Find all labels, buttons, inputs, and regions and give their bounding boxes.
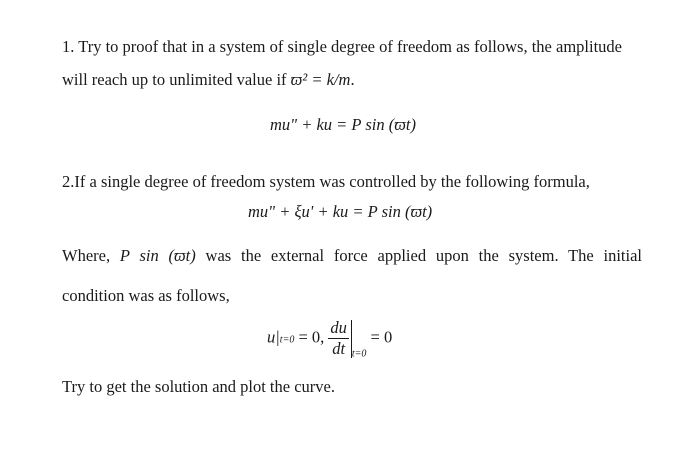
ic-velocity-value: = 0	[370, 327, 393, 347]
ic-displacement-subscript: t=0	[279, 334, 295, 346]
q1-line-1: 1. Try to proof that in a system of single degree of freedom as follows, the amplitude	[62, 37, 622, 56]
q2-where-line	[62, 246, 642, 266]
q2-initial-conditions	[267, 318, 392, 359]
q2-closing-line: Try to get the solution and plot the curve.	[62, 377, 335, 396]
q2-force-expression: P sin (ϖt)	[119, 246, 196, 265]
ic-derivative-fraction	[328, 318, 349, 359]
ic-derivative-numerator: du	[330, 318, 347, 337]
ic-velocity-subscript: t=0	[351, 348, 367, 360]
q2-line-1: 2.If a single degree of freedom system was controlled by the following formula,	[62, 172, 590, 191]
q1-equation: mu" + ku = P sin (ϖt)	[270, 115, 416, 134]
q2-condition-line: condition was as follows,	[62, 286, 230, 305]
q2-where-word: Where,	[62, 246, 111, 265]
q1-line-2-text: will reach up to unlimited value if	[62, 70, 291, 89]
ic-evaluation-bar	[351, 320, 352, 358]
q1-line-2-period: .	[350, 70, 355, 89]
ic-displacement-value: = 0,	[298, 327, 325, 347]
ic-derivative-denominator: dt	[332, 339, 346, 358]
q2-where-rest: was the external force applied upon the system. The initial	[205, 246, 643, 265]
q1-resonance-condition: ϖ² = k/m	[290, 70, 351, 89]
q1-line-2	[62, 70, 355, 90]
q2-equation: mu" + ξu' + ku = P sin (ϖt)	[248, 202, 433, 221]
ic-displacement: u|	[267, 327, 280, 347]
